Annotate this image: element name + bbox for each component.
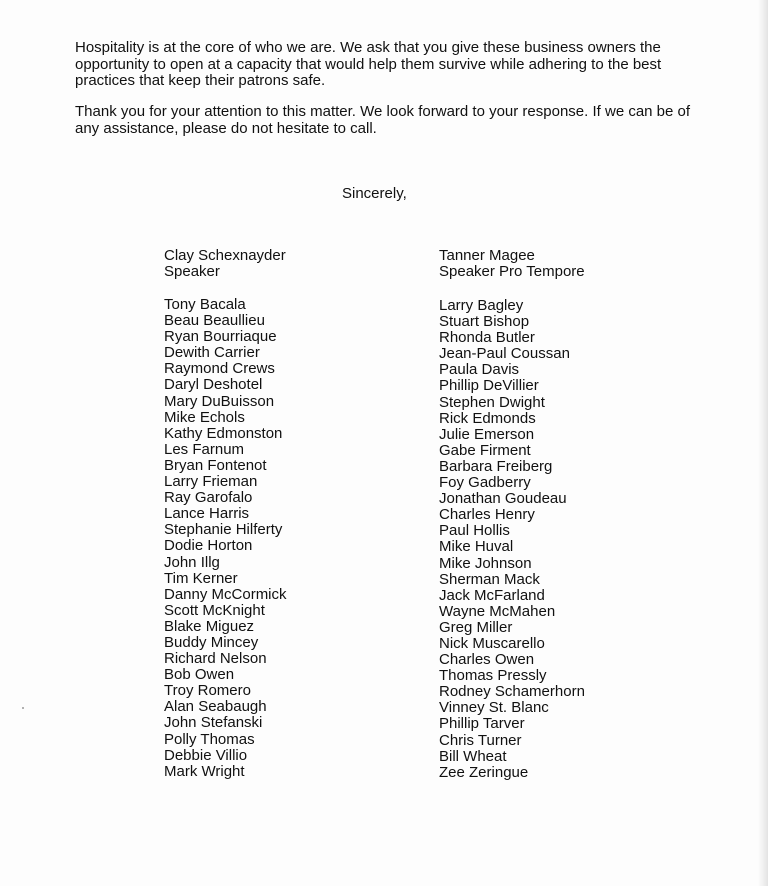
speaker-signature-block [164, 248, 286, 280]
signatory-name: Alan Seabaugh [164, 698, 267, 716]
signatory-name: Bob Owen [164, 666, 235, 684]
signatory-name: Charles Owen [439, 651, 535, 669]
signatory-name: Beau Beaullieu [164, 312, 265, 330]
signatory-name: Daryl Deshotel [164, 376, 263, 394]
signatory-name: Nick Muscarello [439, 634, 545, 652]
signatory-name: Mike Huval [439, 538, 514, 556]
signatory-name: Dewith Carrier [164, 344, 260, 362]
signatory-name: Troy Romero [164, 682, 251, 700]
signatory-name: Zee Zeringue [439, 763, 529, 781]
signatory-name: Mike Echols [164, 408, 245, 426]
signatory-name: John Illg [164, 553, 220, 571]
signatory-name: Ray Garofalo [164, 489, 253, 507]
hospitality-paragraph: Hospitality is at the core of who we are. We ask that you give these business owners the opportunity to open at a capacity that would help them survive while adhering to the best practices that keep their patrons safe. [75, 39, 662, 89]
signatory-name: Wayne McMahen [439, 602, 556, 620]
signatory-name: Danny McCormick [164, 585, 287, 603]
signatory-name: Les Farnum [164, 440, 245, 458]
signatory-name: Phillip DeVillier [439, 377, 539, 395]
signatory-name: Lance Harris [164, 505, 250, 523]
signatory-name: Thomas Pressly [439, 667, 547, 685]
signatory-name: Stuart Bishop [439, 313, 530, 331]
signatory-name: Gabe Firment [439, 441, 531, 459]
signatory-name: Scott McKnight [164, 601, 265, 619]
signatory-name: Foy Gadberry [439, 474, 531, 492]
speaker-pro-tempore-signature-block [439, 248, 585, 280]
speaker-pro-tempore-title: Speaker Pro Tempore [439, 263, 585, 281]
signatory-name: Mike Johnson [439, 554, 532, 572]
signatory-name: Tim Kerner [164, 569, 238, 587]
signatory-name: Sherman Mack [439, 570, 540, 588]
signatory-name: Vinney St. Blanc [439, 699, 549, 717]
signatory-name: Greg Miller [439, 618, 513, 636]
signatory-name: Charles Henry [439, 506, 535, 524]
signatory-name: Stephanie Hilferty [164, 521, 283, 539]
signatory-name: Buddy Mincey [164, 633, 259, 651]
signatory-name: Jean-Paul Coussan [439, 345, 570, 363]
speaker-title: Speaker [164, 263, 220, 281]
signatory-name: Paul Hollis [439, 522, 510, 540]
signatory-name: Debbie Villio [164, 746, 248, 764]
signatory-name: Mark Wright [164, 762, 245, 780]
signatory-name: Rhonda Butler [439, 329, 535, 347]
closing-salutation: Sincerely, [342, 185, 407, 202]
signatory-name: Richard Nelson [164, 650, 267, 668]
signatory-name: Rodney Schamerhorn [439, 683, 585, 701]
signatory-name: Jack McFarland [439, 586, 545, 604]
signatory-name: Jonathan Goudeau [439, 490, 567, 508]
signatory-name: Mary DuBuisson [164, 392, 275, 410]
signatory-name: Polly Thomas [164, 730, 255, 748]
signatory-name: Phillip Tarver [439, 715, 525, 733]
signatory-name: Ryan Bourriaque [164, 328, 277, 346]
left-signatory-list [164, 297, 287, 780]
signatory-name: Bill Wheat [439, 747, 507, 765]
signatory-name: Kathy Edmonston [164, 424, 283, 442]
signatory-name: Larry Bagley [439, 297, 524, 314]
signatory-name: Stephen Dwight [439, 393, 545, 411]
signatory-name: Raymond Crews [164, 360, 275, 378]
signatory-name: John Stefanski [164, 714, 263, 732]
signatory-name: Bryan Fontenot [164, 456, 267, 474]
signatory-name: Blake Miguez [164, 617, 255, 635]
signatory-name: Tony Bacala [164, 296, 246, 313]
page-edge-shadow [758, 0, 768, 886]
signatory-name: Rick Edmonds [439, 409, 536, 427]
scan-speck [22, 707, 24, 709]
speaker-name: Clay Schexnayder [164, 247, 286, 264]
signatory-name: Chris Turner [439, 731, 522, 749]
speaker-pro-tempore-name: Tanner Magee [439, 247, 535, 264]
signatory-name: Paula Davis [439, 361, 520, 379]
signatory-name: Larry Frieman [164, 473, 258, 491]
right-signatory-list [439, 298, 585, 781]
signatory-name: Dodie Horton [164, 537, 253, 555]
signatory-name: Julie Emerson [439, 425, 535, 443]
signatory-name: Barbara Freiberg [439, 457, 553, 475]
thank-you-paragraph: Thank you for your attention to this matter. We look forward to your response. If we can be of any assistance, please do not hesitate to call. [75, 103, 691, 137]
